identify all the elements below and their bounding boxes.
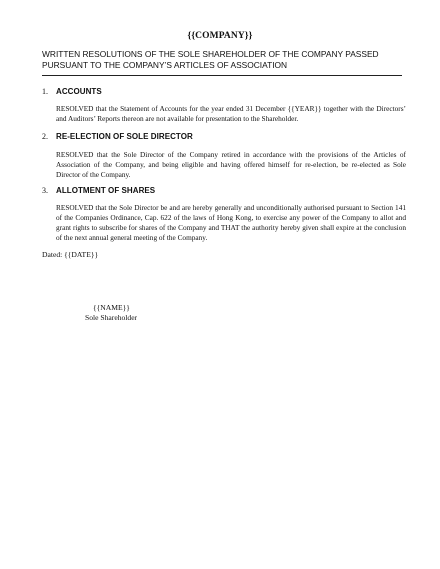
section-title-allotment: ALLOTMENT OF SHARES	[56, 186, 156, 195]
resolution-heading: WRITTEN RESOLUTIONS OF THE SOLE SHAREHOLDER OF THE COMPANY PASSED PURSUANT TO THE COMPANY’S ARTICLES OF ASSOCIATION	[42, 49, 379, 71]
section-number-accounts: 1.	[42, 87, 48, 96]
signatory-role: Sole Shareholder	[85, 313, 138, 322]
section-body-accounts: RESOLVED that the Statement of Accounts for the year ended 31 December {{YEAR}} together with the Directors’ and Auditors’ Reports thereon are not available for presentation to the Shareholder.	[56, 104, 406, 124]
dated-line: Dated: {{DATE}}	[42, 250, 99, 259]
section-body-re-election: RESOLVED that the Sole Director of the Company retired in accordance with the provisions of the Articles of Association of the Company, and being eligible and having offered himself for re-election, be re-elected as Sole Director of the Company.	[56, 150, 406, 180]
section-body-allotment: RESOLVED that the Sole Director be and are hereby generally and unconditionally authorised pursuant to Section 141 of the Companies Ordinance, Cap. 622 of the laws of Hong Kong, to exercise any power of the Company to allot and grant rights to subscribe for shares of the Company and THAT the authority hereby given shall expire at the conclusion of the next annual general meeting of the Company.	[56, 203, 406, 243]
signatory-name: {{NAME}}	[93, 303, 130, 312]
section-title-re-election: RE-ELECTION OF SOLE DIRECTOR	[56, 132, 193, 141]
section-number-allotment: 3.	[42, 186, 48, 195]
company-title: {{COMPANY}}	[187, 31, 253, 41]
section-title-accounts: ACCOUNTS	[56, 87, 102, 96]
section-number-re-election: 2.	[42, 132, 48, 141]
heading-divider	[42, 75, 402, 76]
